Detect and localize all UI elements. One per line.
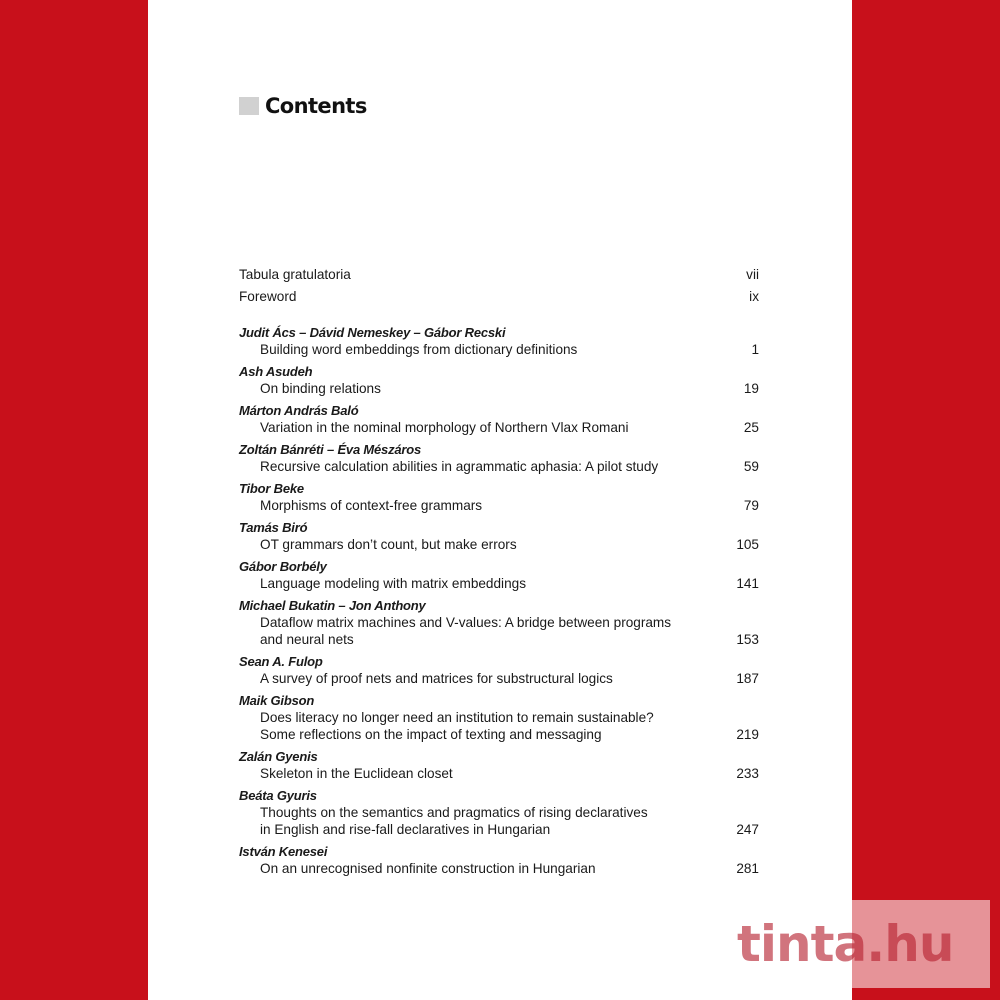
front-matter-title: Foreword (239, 288, 297, 304)
entry-title-row (239, 380, 759, 397)
entry-author: Maik Gibson (239, 693, 315, 708)
entry-page-number: 1 (751, 342, 759, 357)
entry-title-line: Variation in the nominal morphology of Northern Vlax Romani (260, 420, 629, 435)
front-matter-title: Tabula gratulatoria (239, 267, 351, 283)
entry-title-line: Language modeling with matrix embeddings (260, 576, 526, 591)
front-matter-page: vii (746, 267, 759, 283)
entry-author: Tamás Biró (239, 520, 308, 535)
entry-title (260, 860, 710, 877)
entry-title-line: OT grammars don’t count, but make errors (260, 537, 517, 552)
entry-title-row (239, 860, 759, 877)
entry-title-line: Skeleton in the Euclidean closet (260, 766, 453, 781)
entry-title-row (239, 341, 759, 358)
entry-author: Zoltán Bánréti – Éva Mészáros (239, 442, 422, 457)
entry-title-row (239, 804, 759, 838)
entry-title (260, 536, 710, 553)
toc-entry (239, 363, 759, 397)
entry-title-line: On an unrecognised nonfinite construction in Hungarian (260, 861, 596, 876)
entry-page-number: 141 (736, 576, 759, 591)
entry-title-line: Recursive calculation abilities in agrammatic aphasia: A pilot study (260, 459, 659, 474)
entry-title (260, 709, 710, 743)
entry-title-row (239, 458, 759, 475)
entry-title (260, 614, 710, 648)
entry-author: Michael Bukatin – Jon Anthony (239, 598, 426, 613)
page-title: Contents (265, 94, 367, 118)
toc-entry (239, 441, 759, 475)
entry-title-line: On binding relations (260, 381, 381, 396)
entry-title-line: Thoughts on the semantics and pragmatics of rising declaratives (260, 805, 648, 820)
entry-title (260, 497, 710, 514)
toc-entry (239, 692, 759, 743)
toc-entry (239, 597, 759, 648)
book-page (148, 0, 852, 1000)
entry-title-line: Some reflections on the impact of texting and messaging (260, 727, 602, 742)
toc-entry (239, 324, 759, 358)
toc-entry (239, 787, 759, 838)
entry-title-line: Dataflow matrix machines and V-values: A bridge between programs (260, 615, 672, 630)
entry-page-number: 59 (743, 459, 759, 474)
entry-title-row (239, 614, 759, 648)
entry-page-number: 105 (736, 537, 759, 552)
entry-author: Márton András Baló (239, 403, 359, 418)
entry-page-number: 79 (743, 498, 759, 513)
entry-page-number: 153 (736, 632, 759, 647)
entry-title (260, 765, 710, 782)
entry-title-line: and neural nets (260, 632, 354, 647)
entry-page-number: 233 (736, 766, 759, 781)
contents-heading (239, 94, 367, 118)
entry-author: Ash Asudeh (239, 364, 313, 379)
entry-title-row (239, 575, 759, 592)
entry-page-number: 25 (743, 420, 759, 435)
front-matter-row (239, 286, 759, 308)
entry-title-row (239, 709, 759, 743)
toc-entry (239, 480, 759, 514)
entry-title-row (239, 497, 759, 514)
entry-title (260, 341, 710, 358)
front-matter-row (239, 264, 759, 286)
entry-page-number: 281 (736, 861, 759, 876)
entry-page-number: 19 (743, 381, 759, 396)
toc-entries (239, 324, 759, 877)
toc-entry (239, 748, 759, 782)
entry-author: Judit Ács – Dávid Nemeskey – Gábor Recski (239, 325, 506, 340)
front-matter-page: ix (749, 288, 759, 304)
entry-title-row (239, 536, 759, 553)
entry-page-number: 187 (736, 671, 759, 686)
toc-entry (239, 519, 759, 553)
entry-title (260, 575, 710, 592)
entry-title-line: Morphisms of context-free grammars (260, 498, 483, 513)
entry-title-line: Building word embeddings from dictionary definitions (260, 342, 578, 357)
entry-title-row (239, 419, 759, 436)
toc-entry (239, 558, 759, 592)
watermark-logo: tinta.hu (737, 915, 954, 973)
entry-author: Zalán Gyenis (239, 749, 318, 764)
entry-author: Beáta Gyuris (239, 788, 317, 803)
front-matter (239, 264, 759, 307)
entry-title-line: A survey of proof nets and matrices for substructural logics (260, 671, 613, 686)
entry-author: István Kenesei (239, 844, 328, 859)
entry-title-line: in English and rise-fall declaratives in Hungarian (260, 822, 551, 837)
toc-entry (239, 843, 759, 877)
entry-title (260, 458, 710, 475)
entry-author: Sean A. Fulop (239, 654, 323, 669)
entry-title-row (239, 670, 759, 687)
entry-title (260, 804, 710, 838)
entry-title (260, 670, 710, 687)
entry-author: Tibor Beke (239, 481, 304, 496)
entry-title-line: Does literacy no longer need an institution to remain sustainable? (260, 710, 654, 725)
entry-title-row (239, 765, 759, 782)
heading-marker-square (239, 97, 259, 115)
toc-entry (239, 653, 759, 687)
entry-title (260, 380, 710, 397)
entry-page-number: 247 (736, 822, 759, 837)
table-of-contents (239, 264, 759, 882)
entry-title (260, 419, 710, 436)
entry-author: Gábor Borbély (239, 559, 327, 574)
toc-entry (239, 402, 759, 436)
entry-page-number: 219 (736, 727, 759, 742)
